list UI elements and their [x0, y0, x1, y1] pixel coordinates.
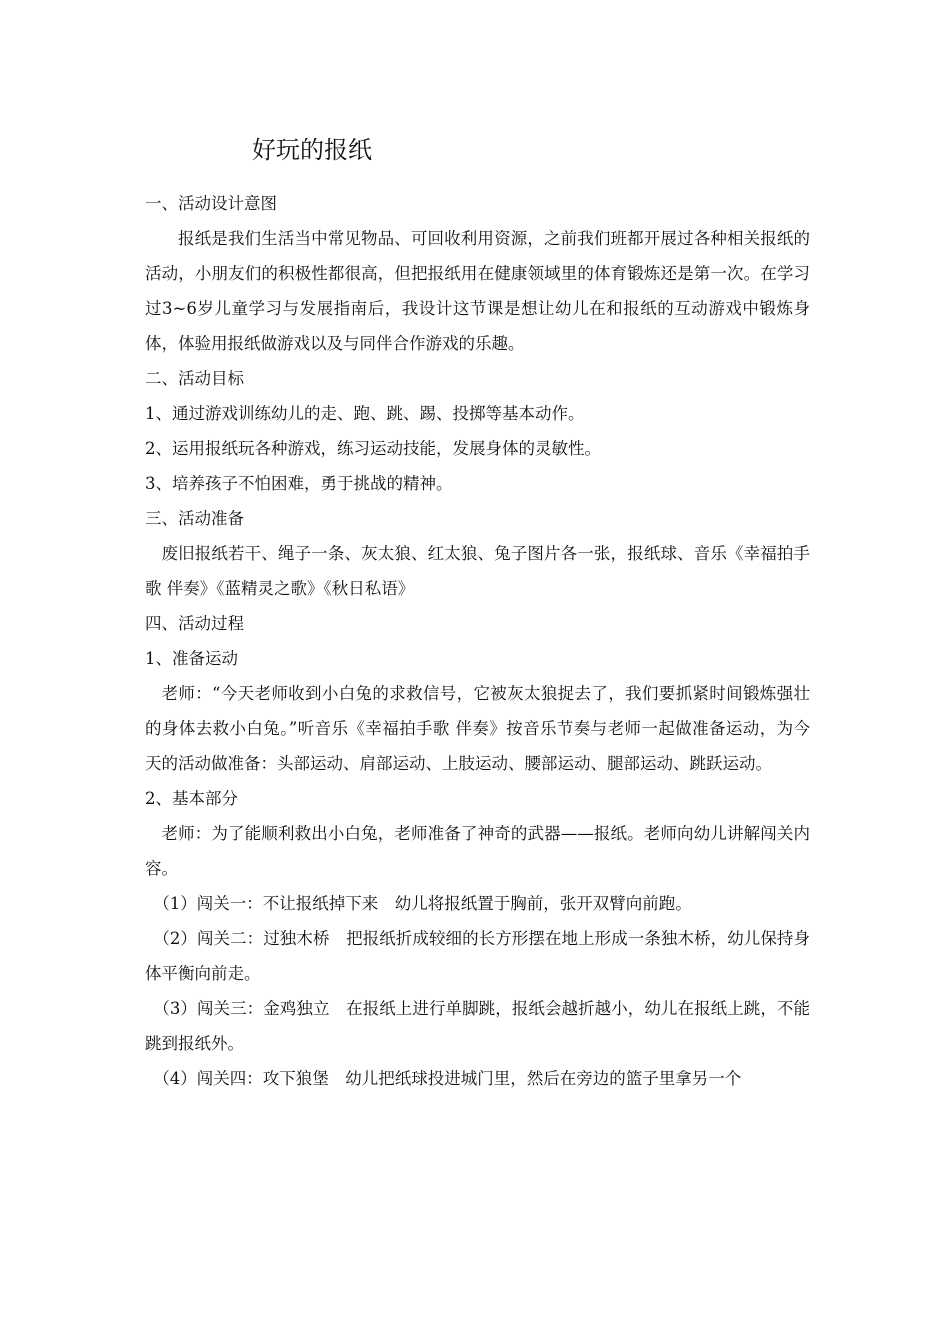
paragraph-preparation: 废旧报纸若干、绳子一条、灰太狼、红太狼、兔子图片各一张，报纸球、音乐《幸福拍手歌 伴奏》《蓝精灵之歌》《秋日私语》 [145, 544, 810, 598]
paragraph-basic-intro: 老师：为了能顺利救出小白兔，老师准备了神奇的武器——报纸。老师向幼儿讲解闯关内容。 [145, 824, 810, 878]
paragraph-warmup: 老师：“今天老师收到小白兔的求救信号，它被灰太狼捉去了，我们要抓紧时间锻炼强壮的身体去救小白兔。”听音乐《幸福拍手歌 伴奏》按音乐节奏与老师一起做准备运动，为今天的活动做准备：头部运动、肩部运动、上肢运动、腰部运动、腿部运动、跳跃运动。 [145, 684, 810, 773]
paragraph-design-intent: 报纸是我们生活当中常见物品、可回收利用资源，之前我们班都开展过各种相关报纸的活动，小朋友们的积极性都很高，但把报纸用在健康领域里的体育锻炼还是第一次。在学习过3~6岁儿童学习与发展指南后，我设计这节课是想让幼儿在和报纸的互动游戏中锻炼身体，体验用报纸做游戏以及与同伴合作游戏的乐趣。 [145, 229, 810, 353]
subsection-heading-basic: 2、基本部分 [145, 789, 238, 808]
level-item-4: （4）闯关四：攻下狼堡 幼儿把纸球投进城门里，然后在旁边的篮子里拿另一个 [153, 1069, 742, 1088]
section-heading-preparation: 三、活动准备 [145, 509, 244, 528]
section-heading-process: 四、活动过程 [145, 614, 244, 633]
goal-item-1: 1、通过游戏训练幼儿的走、跑、跳、踢、投掷等基本动作。 [145, 404, 585, 423]
section-heading-goals: 二、活动目标 [145, 369, 244, 388]
document-body [145, 186, 810, 1096]
goal-item-2: 2、运用报纸玩各种游戏，练习运动技能，发展身体的灵敏性。 [145, 439, 601, 458]
document-title: 好玩的报纸 [252, 136, 372, 164]
section-heading-design-intent: 一、活动设计意图 [145, 194, 277, 213]
level-item-1: （1）闯关一：不让报纸掉下来 幼儿将报纸置于胸前，张开双臂向前跑。 [153, 894, 692, 913]
subsection-heading-warmup: 1、准备运动 [145, 649, 238, 668]
level-item-2: （2）闯关二：过独木桥 把报纸折成较细的长方形摆在地上形成一条独木桥，幼儿保持身体平衡向前走。 [145, 929, 810, 983]
level-item-3: （3）闯关三：金鸡独立 在报纸上进行单脚跳，报纸会越折越小，幼儿在报纸上跳，不能跳到报纸外。 [145, 999, 810, 1053]
goal-item-3: 3、培养孩子不怕困难，勇于挑战的精神。 [145, 474, 453, 493]
